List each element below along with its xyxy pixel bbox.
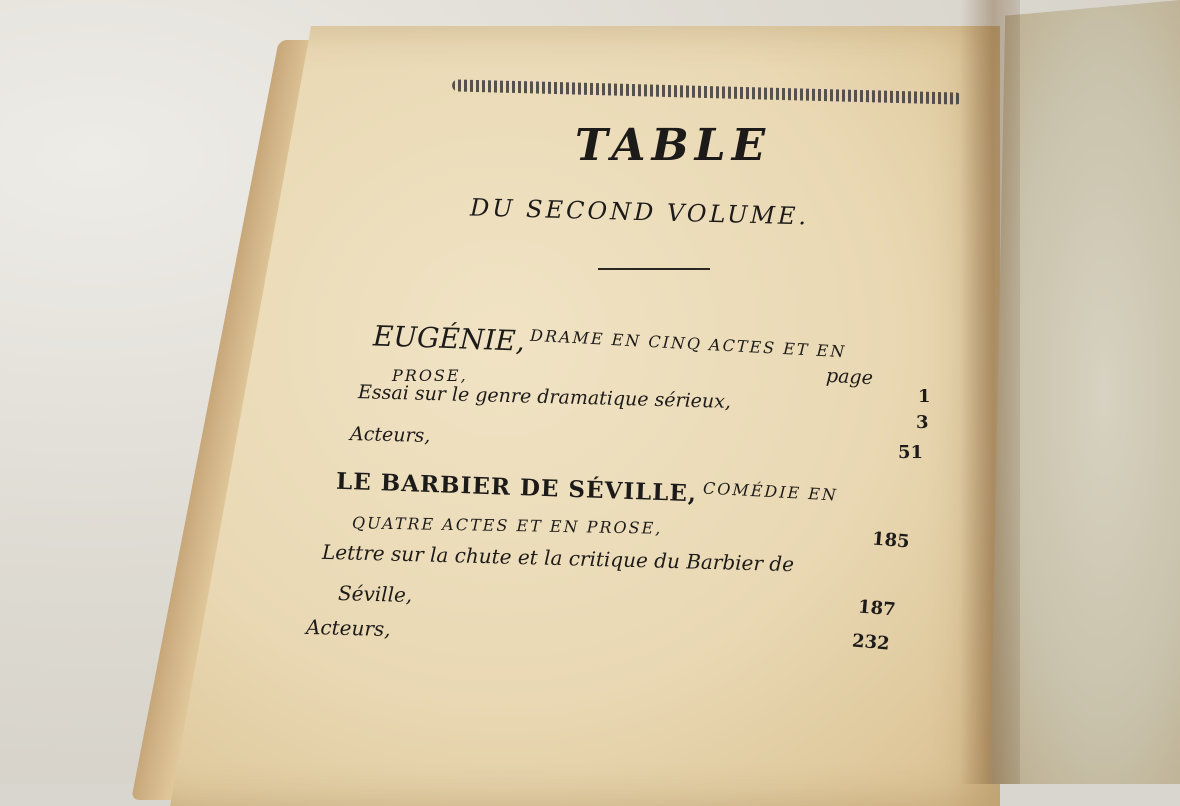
subitem-label-line2: Séville, <box>337 581 413 607</box>
page-number: 185 <box>871 528 911 553</box>
entry-title: LE BARBIER DE SÉVILLE, <box>335 467 698 508</box>
subitem-label: Acteurs, <box>305 614 391 642</box>
entry-detail: DRAME EN CINQ ACTES ET EN <box>529 325 847 362</box>
page-label: page <box>825 364 874 390</box>
subitem-page: 3 <box>916 412 929 433</box>
entry-title: EUGÉNIE, <box>372 319 526 358</box>
divider-rule <box>598 268 710 270</box>
page-subtitle: DU SECOND VOLUME. <box>469 193 810 231</box>
entry-detail: COMÉDIE EN <box>702 478 839 505</box>
bleed-through-text <box>390 280 396 304</box>
subitem-label: Lettre sur la chute et la critique du Barbier de <box>321 539 795 577</box>
entry-detail-line2: QUATRE ACTES ET EN PROSE, <box>351 513 663 538</box>
page-title: TABLE <box>575 120 772 171</box>
page-number: 1 <box>918 386 931 407</box>
entry-detail-line2: PROSE, <box>392 366 468 385</box>
book-gutter <box>960 0 1020 784</box>
subitem-page: 232 <box>851 630 891 655</box>
subitem-page: 187 <box>857 596 897 621</box>
subitem-page: 51 <box>898 442 924 463</box>
subitem-label: Acteurs, <box>349 422 431 448</box>
subitem-label: Essai sur le genre dramatique sérieux, <box>357 381 732 413</box>
